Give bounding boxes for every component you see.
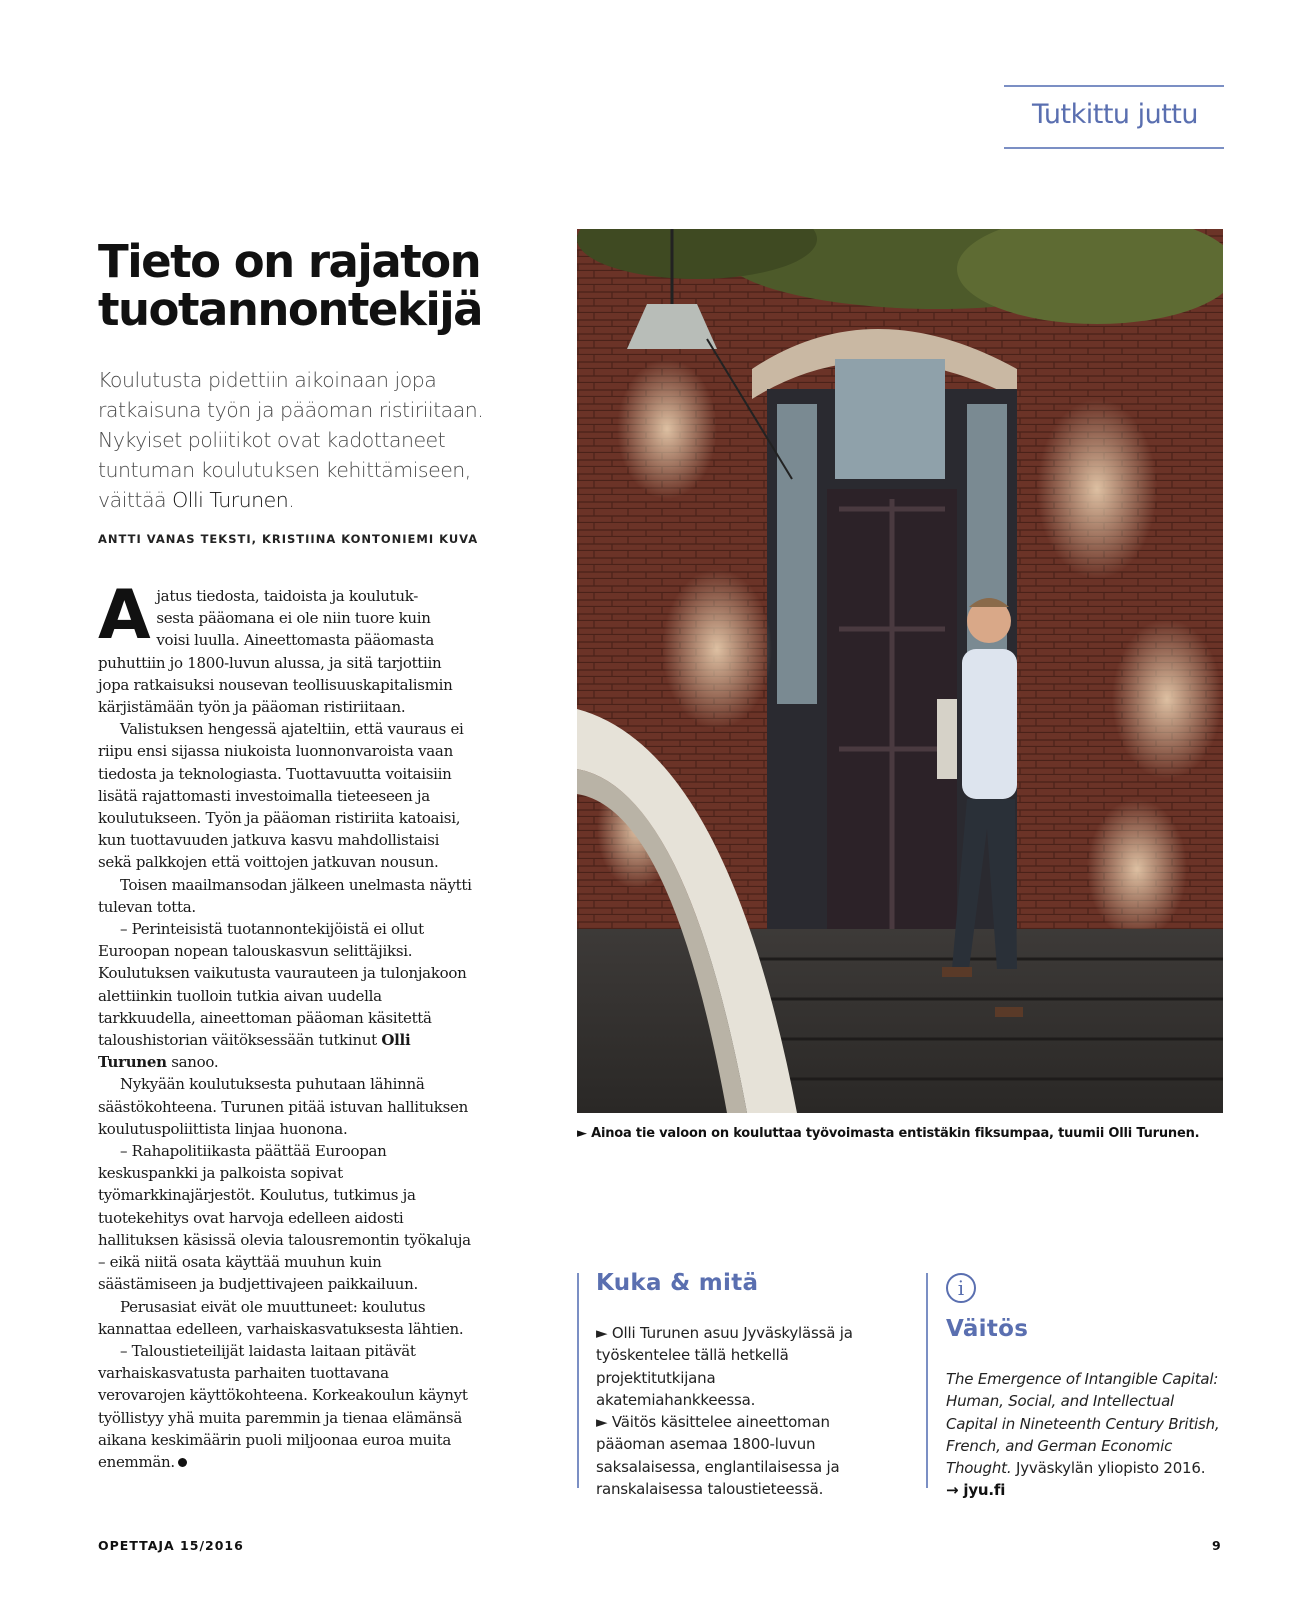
p1-line: kärjistämään työn ja pääoman ristiriitaan. bbox=[98, 698, 406, 717]
kuka-divider bbox=[577, 1273, 579, 1488]
paragraph-1 bbox=[98, 576, 476, 718]
vaitos-divider bbox=[926, 1273, 928, 1488]
section-tag bbox=[1004, 85, 1224, 149]
p4-text: – Perinteisistä tuotannontekijöistä ei ollut Euroopan nopean talouskasvun selittäjiksi. Koulutuksen vaikutusta vaurauteen ja tulonjakoon alettiinkin tuolloin tutkia aivan uudella tarkkuudella, aineettoman pääoman käsitettä taloushistorian väitöksessään tutkinut bbox=[98, 920, 467, 1050]
paragraph-8 bbox=[98, 1340, 476, 1473]
paragraph-4 bbox=[98, 918, 476, 1073]
p4-end: sanoo. bbox=[166, 1053, 219, 1072]
p1-line: sesta pääomana ei ole niin tuore kuin bbox=[156, 609, 431, 628]
page-number: 9 bbox=[1212, 1538, 1222, 1553]
headline-line-1: Tieto on rajaton bbox=[98, 235, 481, 288]
paragraph-6: – Rahapolitiikasta päättää Euroopan keskuspankki ja palkoista sopivat työmarkkinajärjestöt. Koulutus, tutkimus ja tuotekehitys ovat harvoja edelleen aidosti hallituksen käsissä olevia talousremontin työkaluja – eikä niitä osata käyttää muuhun kuin säästämiseen ja budjettivajeen paikkailuun. bbox=[98, 1142, 471, 1294]
byline: ANTTI VANAS TEKSTI, KRISTIINA KONTONIEMI KUVA bbox=[98, 532, 479, 546]
jyu-link[interactable]: → jyu.fi bbox=[946, 1481, 1006, 1500]
p4-name: Olli Turunen bbox=[98, 1031, 411, 1072]
p1-line: jatus tiedosta, taidoista ja koulutuk- bbox=[156, 587, 419, 605]
lead-paragraph bbox=[98, 365, 498, 515]
vaitos-citation bbox=[946, 1368, 1221, 1479]
headline bbox=[98, 235, 538, 336]
p1-line: jopa ratkaisuksi nousevan teollisuuskapitalismin bbox=[98, 675, 453, 694]
article-body bbox=[98, 576, 476, 1473]
paragraph-7: Perusasiat eivät ole muuttuneet: koulutus kannattaa edelleen, varhaiskasvatuksesta lähtien. bbox=[98, 1297, 464, 1338]
article-photo bbox=[577, 229, 1223, 1113]
kuka-item: ► Väitös käsittelee aineettoman pääoman asemaa 1800-luvun saksalaisessa, englantilaisessa ja ranskalaisessa taloustieteessä. bbox=[596, 1413, 840, 1499]
vaitos-text bbox=[946, 1368, 1221, 1502]
publisher: Jyväskylän yliopisto 2016. bbox=[1011, 1459, 1206, 1478]
kuka-title: Kuka & mitä bbox=[596, 1270, 759, 1296]
lead-end: . bbox=[288, 488, 295, 512]
p1-line: puhuttiin jo 1800-luvun alussa, ja sitä tarjottiin bbox=[98, 653, 442, 672]
end-mark-icon bbox=[178, 1458, 187, 1467]
p1-line: voisi luulla. Aineettomasta pääomasta bbox=[156, 631, 435, 650]
photo-caption: ► Ainoa tie valoon on kouluttaa työvoimasta entistäkin fiksumpaa, tuumii Olli Turunen. bbox=[577, 1126, 1200, 1141]
headline-line-2: tuotannontekijä bbox=[98, 283, 483, 336]
paragraph-2: Valistuksen hengessä ajateltiin, että vauraus ei riipu ensi sijassa niukoista luonnonvaroista vaan tiedosta ja teknologiasta. Tuottavuutta voitaisiin lisätä rajattomasti investoimalla tieteeseen ja koulutukseen. Työn ja pääoman ristiriita katoaisi, kun tuottavuuden jatkuva kasvu mahdollistaisi sekä palkkojen että voittojen jatkuvan nousun. bbox=[98, 720, 464, 872]
paragraph-3: Toisen maailmansodan jälkeen unelmasta näytti tulevan totta. bbox=[98, 875, 472, 916]
kuka-text bbox=[596, 1322, 861, 1500]
lead-name: Olli Turunen bbox=[172, 488, 289, 512]
drop-cap: A bbox=[98, 576, 151, 655]
section-tag-label: Tutkittu juttu bbox=[1032, 99, 1198, 130]
kuka-item: ► Olli Turunen asuu Jyväskylässä ja työskentelee tällä hetkellä projektitutkijana akatemiahankkeessa. bbox=[596, 1324, 853, 1409]
book-title: The Emergence of Intangible Capital: Human, Social, and Intellectual Capital in Nineteenth Century British, French, and German Economic Thought. bbox=[946, 1370, 1220, 1478]
paragraph-5: Nykyään koulutuksesta puhutaan lähinnä säästökohteena. Turunen pitää istuvan hallituksen koulutuspoliittista linjaa huonona. bbox=[98, 1075, 468, 1138]
photo-illustration bbox=[577, 229, 1223, 1113]
magazine-footer: OPETTAJA 15/2016 bbox=[98, 1538, 244, 1553]
vaitos-link[interactable] bbox=[946, 1479, 1221, 1501]
vaitos-title: Väitös bbox=[946, 1316, 1029, 1342]
p8-text: – Taloustieteilijät laidasta laitaan pitävät varhaiskasvatusta parhaiten tuottavana verovarojen käyttökohteena. Korkeakoulun käynyt työllistyy yhä muita paremmin ja tienaa elämänsä aikana keskimäärin puoli miljoonaa euroa muita enemmän. bbox=[98, 1341, 468, 1471]
info-icon: i bbox=[946, 1273, 976, 1303]
lead-text: Koulutusta pidettiin aikoinaan jopa ratkaisuna työn ja pääoman ristiriitaan. Nykyiset poliitikot ovat kadottaneet tuntuman koulutuksen kehittämiseen, väittää bbox=[98, 368, 484, 512]
